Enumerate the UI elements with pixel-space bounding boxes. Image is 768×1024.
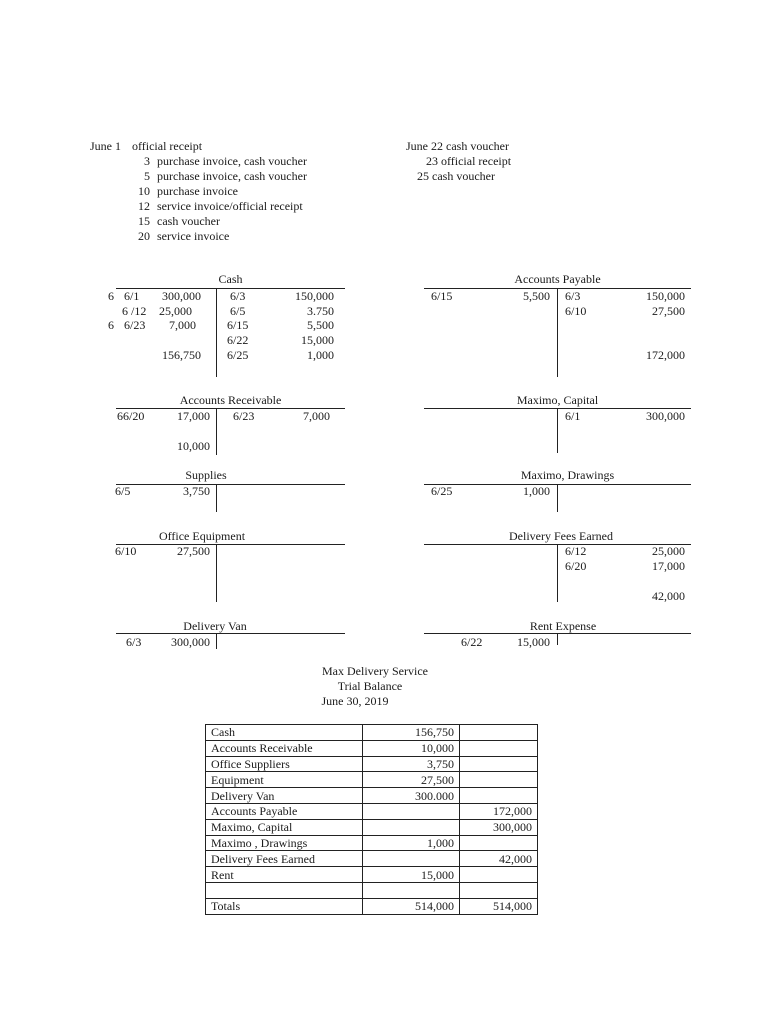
entry-amount: 25,000 [652,544,685,558]
table-row [206,740,538,756]
table-row [206,851,538,867]
journal-day: 20 [138,229,150,243]
account-cell [206,882,363,898]
entry-amount: 5,500 [523,289,550,303]
entry-date: 6/15 [431,289,453,303]
entry-date: 6/1 [124,289,140,303]
balance-amount: 10,000 [177,439,210,453]
entry-date: 6/1 [565,409,581,423]
debit-cell: 15,000 [363,867,460,883]
balance-amount: 172,000 [646,348,685,362]
entry-amount: 15,000 [301,333,334,347]
entry-amount: 5,500 [307,318,334,332]
t-account-divider [216,484,217,512]
journal-day: June 1 [90,139,121,153]
t-account-rule [116,633,345,634]
report-title: Trial Balance [337,679,403,693]
balance-amount: 42,000 [652,589,685,603]
entry-amount: 25,000 [159,304,192,318]
credit-cell [460,867,538,883]
journal-entry: 25 cash voucher [417,169,495,183]
debit-cell: 27,500 [363,772,460,788]
credit-cell [460,740,538,756]
entry-amount: 1,000 [307,348,334,362]
debit-cell: 3,750 [363,756,460,772]
entry-amount: 300,000 [171,635,210,649]
journal-day: 12 [138,199,150,213]
entry-amount: 27,500 [652,304,685,318]
t-account-divider [557,633,558,645]
t-account-rule [116,544,345,545]
entry-amount: 300,000 [162,289,201,303]
entry-amount: 15,000 [517,635,550,649]
entry-amount: 3,750 [183,484,210,498]
entry-date: 6/10 [115,544,137,558]
entry-amount: 17,000 [652,559,685,573]
entry-ref: 6 [108,289,114,303]
debit-cell [363,882,460,898]
entry-date: 66/20 [117,409,145,423]
entry-date: 6/3 [565,289,581,303]
account-cell: Accounts Payable [206,803,363,819]
entry-amount: 1,000 [523,484,550,498]
journal-day: 10 [138,184,150,198]
entry-amount: 3.750 [307,304,334,318]
totals-label: Totals [206,898,363,914]
company-name: Max Delivery Service [322,664,428,678]
journal-day: 15 [138,214,150,228]
t-account-divider [216,408,217,455]
table-row [206,819,538,835]
debit-cell [363,851,460,867]
t-account-title: Accounts Payable [514,272,601,286]
account-cell: Delivery Fees Earned [206,851,363,867]
account-cell: Maximo, Capital [206,819,363,835]
t-account-title: Cash [218,272,243,286]
t-account-title: Maximo, Capital [516,393,599,407]
entry-amount: 27,500 [177,544,210,558]
entry-date: 6/23 [124,318,146,332]
entry-amount: 150,000 [646,289,685,303]
credit-cell: 42,000 [460,851,538,867]
entry-date: 6/3 [126,635,142,649]
t-account-divider [557,408,558,453]
entry-ref: 6 [108,318,114,332]
debit-cell [363,803,460,819]
t-account-title: Delivery Fees Earned [509,529,613,543]
journal-day: 3 [144,154,150,168]
entry-date: 6/22 [461,635,483,649]
t-account-title: Accounts Receivable [179,393,282,407]
entry-date: 6/5 [115,484,131,498]
debit-cell: 300.000 [363,788,460,804]
total-debit: 514,000 [363,898,460,914]
t-account-divider [557,288,558,377]
entry-amount: 7,000 [169,318,196,332]
table-row [206,803,538,819]
debit-cell: 156,750 [363,725,460,741]
journal-entry: June 22 cash voucher [406,139,509,153]
t-account-title: Maximo, Drawings [520,468,615,482]
trial-balance-table [205,724,538,915]
credit-cell: 300,000 [460,819,538,835]
balance-amount: 156,750 [162,348,201,362]
journal-day: 5 [144,169,150,183]
t-account-divider [216,633,217,649]
journal-doc: purchase invoice, cash voucher [157,169,307,183]
entry-amount: 7,000 [303,409,330,423]
account-cell: Cash [206,725,363,741]
t-account-title: Rent Expense [529,619,597,633]
table-row [206,725,538,741]
credit-cell [460,756,538,772]
t-account-title: Supplies [185,468,227,482]
account-cell: Delivery Van [206,788,363,804]
t-account-title: Office Equipment [158,529,246,543]
journal-doc: purchase invoice [157,184,238,198]
credit-cell [460,835,538,851]
table-row [206,867,538,883]
t-account-divider [216,288,217,377]
entry-date: 6/25 [227,348,249,362]
total-credit: 514,000 [460,898,538,914]
t-account-rule [116,484,345,485]
journal-doc: service invoice [157,229,230,243]
entry-date: 6 /12 [122,304,147,318]
journal-doc: official receipt [132,139,203,153]
entry-date: 6/15 [227,318,249,332]
table-row [206,835,538,851]
entry-date: 6/23 [233,409,255,423]
journal-doc: service invoice/official receipt [157,199,303,213]
table-row [206,882,538,898]
credit-cell [460,772,538,788]
credit-cell [460,788,538,804]
entry-amount: 150,000 [295,289,334,303]
account-cell: Accounts Receivable [206,740,363,756]
account-cell: Maximo , Drawings [206,835,363,851]
journal-doc: cash voucher [157,214,220,228]
account-cell: Rent [206,867,363,883]
entry-amount: 17,000 [177,409,210,423]
credit-cell: 172,000 [460,803,538,819]
entry-date: 6/10 [565,304,587,318]
debit-cell: 1,000 [363,835,460,851]
credit-cell [460,882,538,898]
report-date: June 30, 2019 [321,694,389,708]
t-account-divider [216,544,217,602]
account-cell: Office Suppliers [206,756,363,772]
debit-cell: 10,000 [363,740,460,756]
journal-doc: purchase invoice, cash voucher [157,154,307,168]
table-row [206,772,538,788]
table-row [206,788,538,804]
account-cell: Equipment [206,772,363,788]
t-account-divider [557,484,558,512]
entry-date: 6/3 [230,289,246,303]
journal-entry: 23 official receipt [426,154,512,168]
credit-cell [460,725,538,741]
entry-date: 6/20 [565,559,587,573]
t-account-divider [557,544,558,602]
entry-date: 6/5 [230,304,246,318]
entry-date: 6/25 [431,484,453,498]
entry-date: 6/22 [227,333,249,347]
debit-cell [363,819,460,835]
entry-date: 6/12 [565,544,587,558]
totals-row [206,898,538,914]
entry-amount: 300,000 [646,409,685,423]
table-row [206,756,538,772]
t-account-title: Delivery Van [183,619,247,633]
